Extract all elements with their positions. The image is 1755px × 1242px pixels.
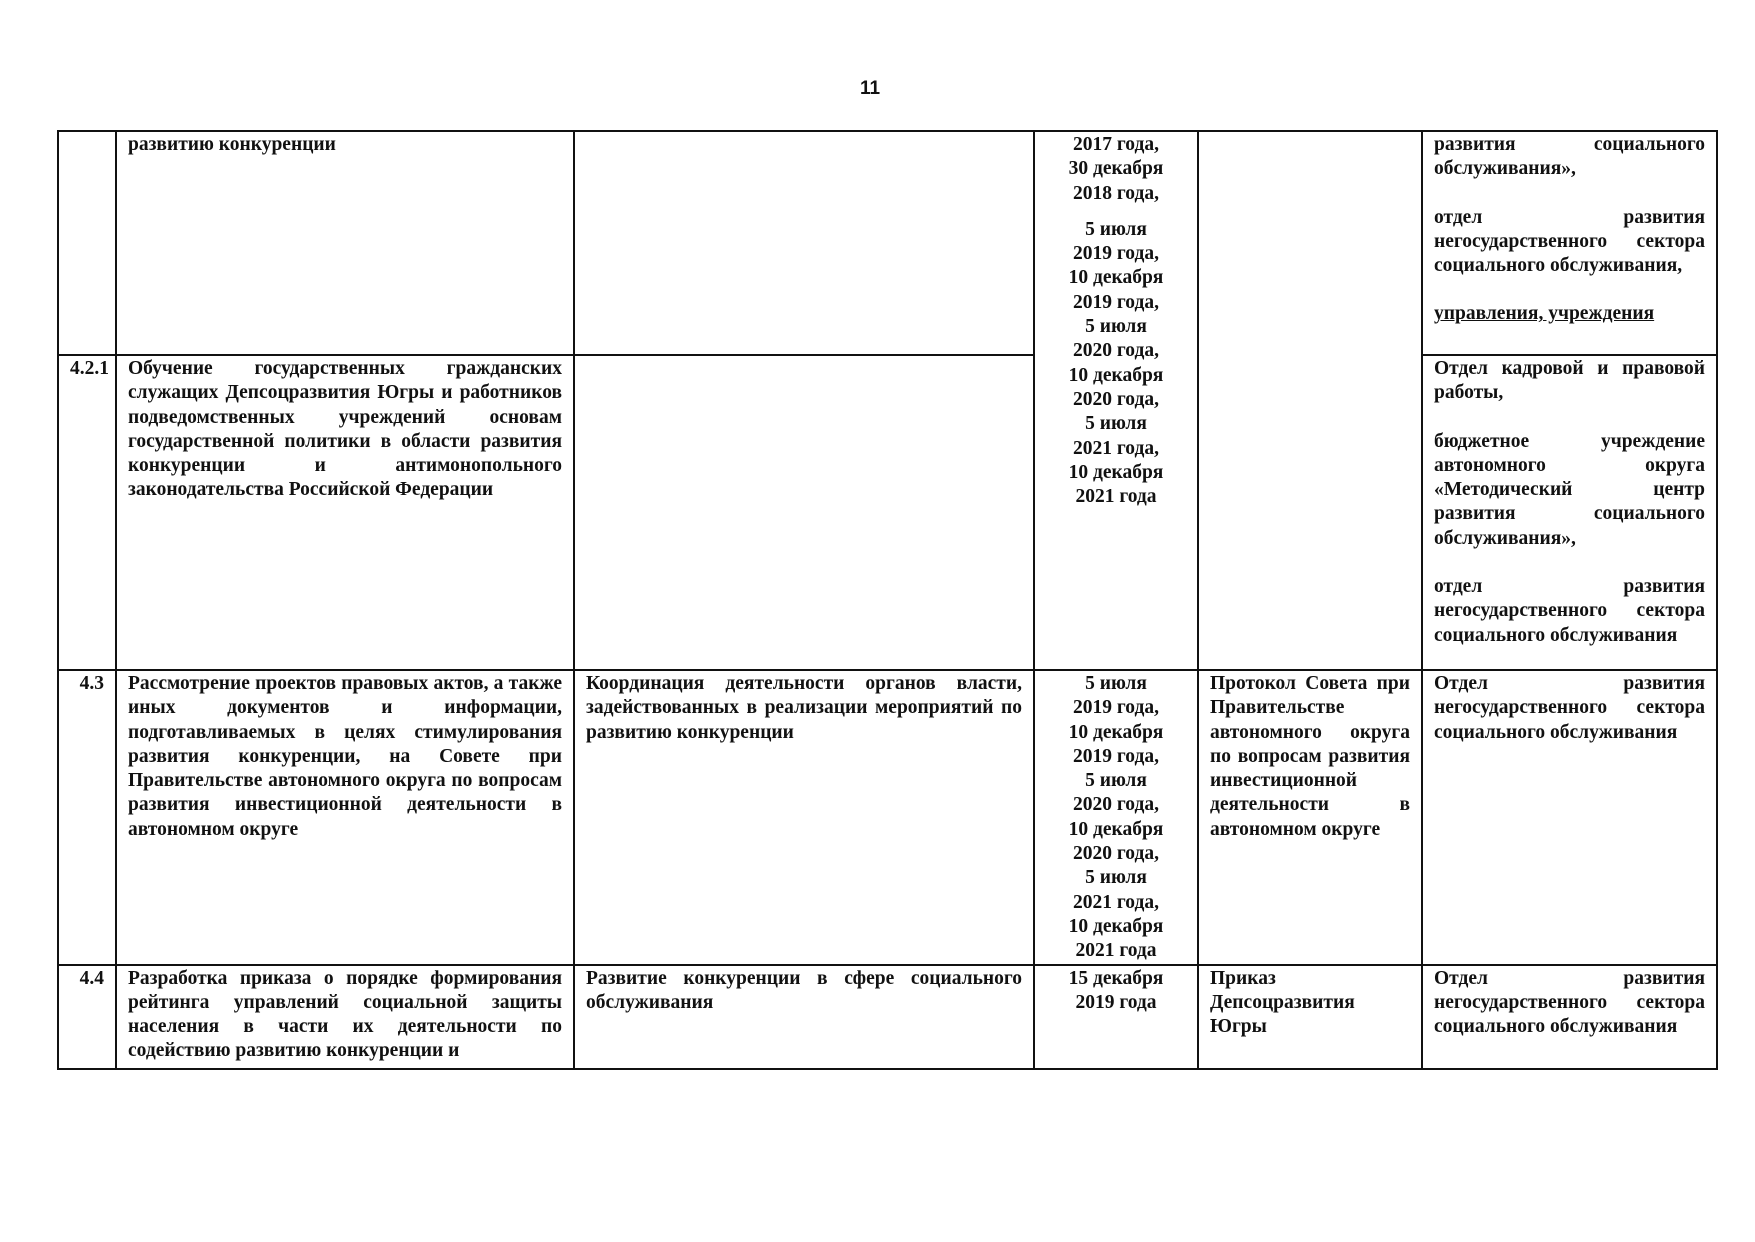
result-cell bbox=[574, 131, 1034, 355]
term-line: 2019 года, bbox=[1073, 243, 1159, 265]
responsible-cell bbox=[1422, 965, 1717, 1069]
term-line: 15 декабря bbox=[1068, 967, 1164, 989]
term-line: 2018 года, bbox=[1073, 182, 1159, 204]
term-line: 5 июля bbox=[1085, 867, 1147, 889]
term-line: 5 июля bbox=[1085, 770, 1147, 792]
document-cell bbox=[1198, 131, 1422, 670]
row-number: 4.3 bbox=[58, 670, 116, 965]
responsible-paragraph: бюджетное учреждение автономного округа «Методический центр развития социального обслуживания», bbox=[1434, 430, 1705, 549]
action-cell: развитию конкуренции bbox=[116, 131, 574, 355]
term-line: 2021 года, bbox=[1073, 891, 1159, 913]
term-cell bbox=[1034, 965, 1198, 1069]
table-row bbox=[58, 131, 1717, 355]
term-line: 2020 года, bbox=[1073, 794, 1159, 816]
row-number: 4.2.1 bbox=[58, 355, 116, 670]
result-cell: Координация деятельности органов власти, задействованных в реализации мероприятий по развитию конкуренции bbox=[574, 670, 1034, 965]
term-line: 2019 года, bbox=[1073, 745, 1159, 767]
action-cell: Рассмотрение проектов правовых актов, а также иных документов и информации, подготавливаемых в целях стимулирования развития конкуренции, на Совете при Правительстве автономного округа по вопросам развития инвестиционной деятельности в автономном округе bbox=[116, 670, 574, 965]
responsible-paragraph: отдел развития негосударственного сектора социального обслуживания, bbox=[1434, 206, 1705, 277]
responsible-paragraph: развития социального обслуживания», bbox=[1434, 134, 1705, 180]
term-line: 5 июля bbox=[1085, 218, 1147, 240]
spacer bbox=[1046, 206, 1186, 218]
term-line: 10 декабря bbox=[1068, 915, 1164, 937]
term-line: 10 декабря bbox=[1068, 267, 1164, 289]
responsible-paragraph: Отдел развития негосударственного сектора социального обслуживания bbox=[1434, 673, 1705, 743]
term-line: 10 декабря bbox=[1068, 818, 1164, 840]
spacer bbox=[1434, 406, 1705, 430]
responsible-paragraph: Отдел развития негосударственного сектора социального обслуживания bbox=[1434, 967, 1705, 1038]
action-cell: Разработка приказа о порядке формирования рейтинга управлений социальной защиты населения в части их деятельности по содействию развитию конкуренции и bbox=[116, 965, 574, 1069]
term-line: 5 июля bbox=[1085, 673, 1147, 694]
term-line: 30 декабря bbox=[1068, 158, 1164, 180]
document-cell: Протокол Совета при Правительстве автономного округа по вопросам развития инвестиционной деятельности в автономном округе bbox=[1198, 670, 1422, 965]
responsible-cell bbox=[1422, 355, 1717, 670]
spacer bbox=[1434, 182, 1705, 206]
term-line: 10 декабря bbox=[1068, 461, 1164, 483]
row-number: 4.4 bbox=[58, 965, 116, 1069]
term-cell bbox=[1034, 670, 1198, 965]
term-line: 2020 года, bbox=[1073, 388, 1159, 410]
table-row bbox=[58, 355, 1717, 670]
action-cell: Обучение государственных гражданских служащих Депсоцразвития Югры и работников подведомственных учреждений основам государственной политики в области развития конкуренции и антимонопольного законодательства Российской Федерации bbox=[116, 355, 574, 670]
page-number: 11 bbox=[859, 78, 881, 99]
term-line: 5 июля bbox=[1085, 413, 1147, 435]
table-row bbox=[58, 670, 1717, 965]
term-line: 2019 года bbox=[1075, 991, 1157, 1013]
term-line: 2019 года, bbox=[1073, 697, 1159, 719]
responsible-cell bbox=[1422, 670, 1717, 965]
term-line: 2019 года, bbox=[1073, 291, 1159, 313]
term-line: 10 декабря bbox=[1068, 364, 1164, 386]
responsible-cell bbox=[1422, 131, 1717, 355]
term-line: 2017 года, bbox=[1073, 134, 1159, 155]
responsible-paragraph: Отдел кадровой и правовой работы, bbox=[1434, 358, 1705, 404]
result-cell: Развитие конкуренции в сфере социального обслуживания bbox=[574, 965, 1034, 1069]
term-cell bbox=[1034, 131, 1198, 670]
row-number bbox=[58, 131, 116, 355]
term-line: 2021 года, bbox=[1073, 437, 1159, 459]
term-line: 2021 года bbox=[1075, 486, 1157, 508]
term-line: 2020 года, bbox=[1073, 843, 1159, 865]
responsible-paragraph: управления, учреждения bbox=[1434, 303, 1655, 325]
table-row bbox=[58, 965, 1717, 1069]
result-cell bbox=[574, 355, 1034, 670]
term-line: 5 июля bbox=[1085, 316, 1147, 338]
document-cell: Приказ Депсоцразвития Югры bbox=[1198, 965, 1422, 1069]
spacer bbox=[1434, 278, 1705, 302]
spacer bbox=[1434, 551, 1705, 575]
term-line: 2020 года, bbox=[1073, 340, 1159, 362]
term-line: 10 декабря bbox=[1068, 721, 1164, 743]
term-line: 2021 года bbox=[1075, 940, 1157, 962]
responsible-paragraph: отдел развития негосударственного сектора социального обслуживания bbox=[1434, 576, 1705, 646]
activity-table bbox=[57, 130, 1718, 1070]
